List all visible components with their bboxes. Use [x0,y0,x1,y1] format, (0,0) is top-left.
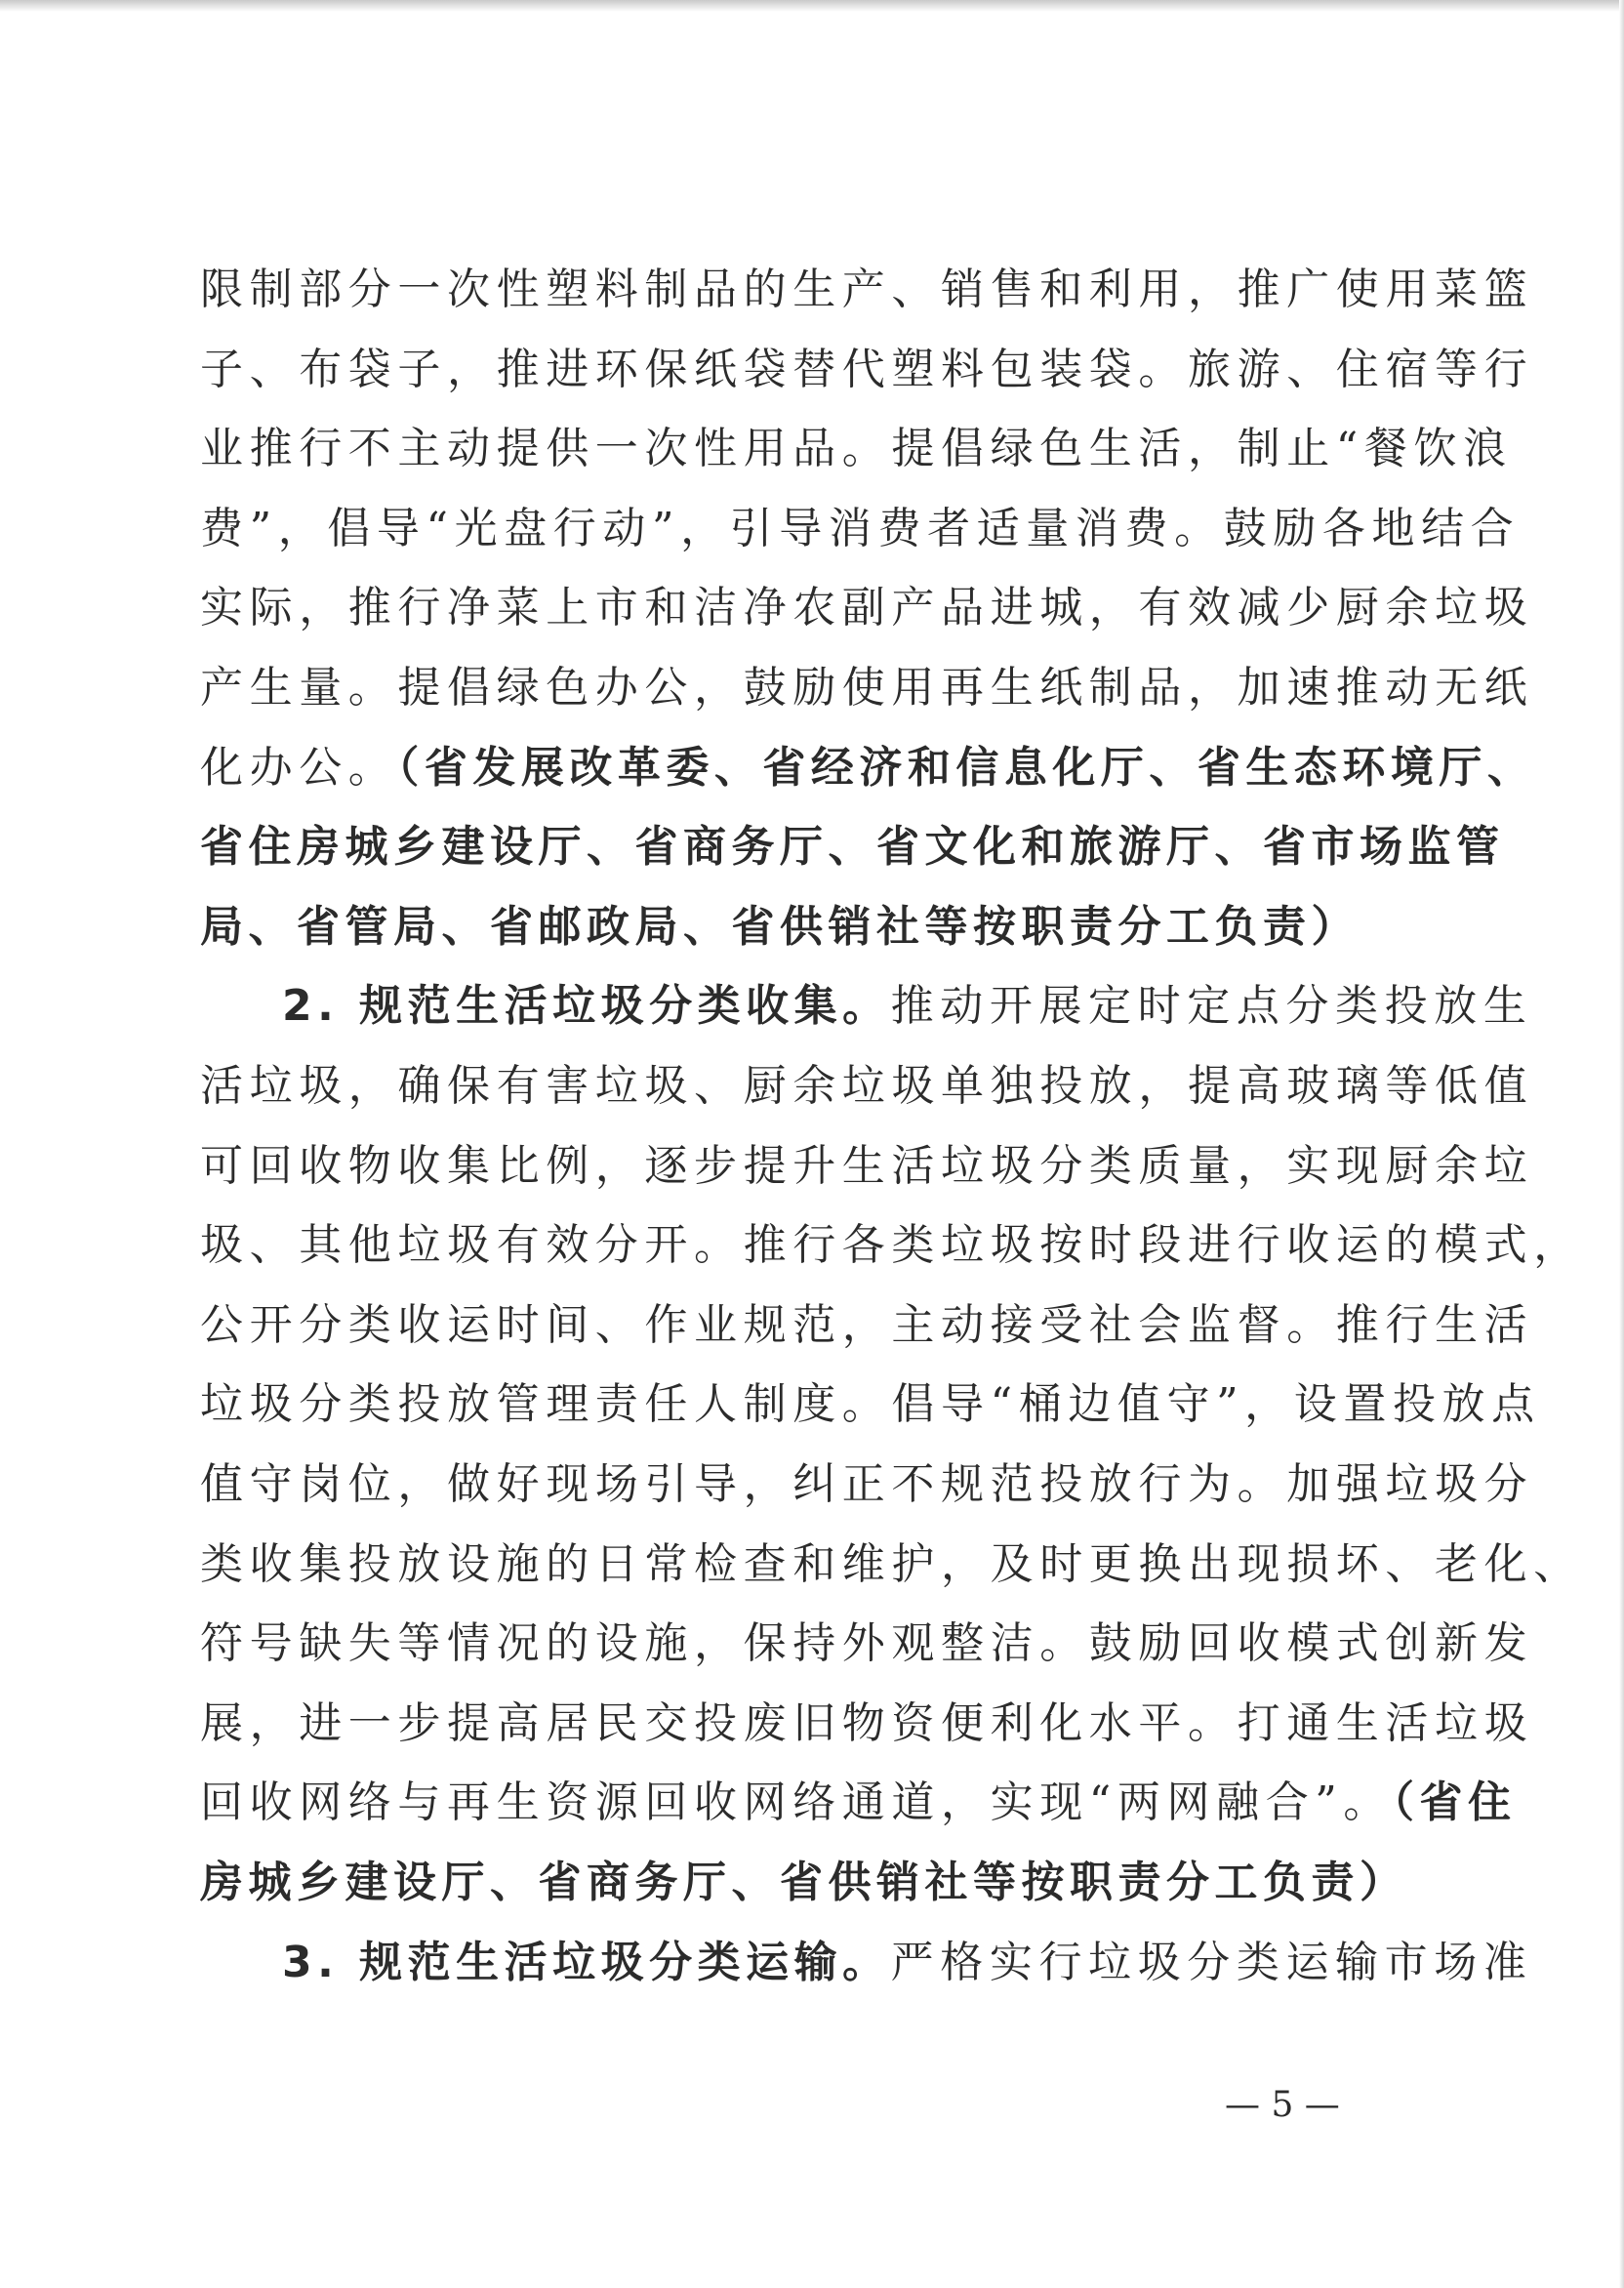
text-line [200,740,1535,797]
text-line [282,978,1532,1035]
text-line [200,1615,1533,1672]
text-line [200,580,1533,636]
text-line [200,501,1520,557]
line-text: 限制部分一次性塑料制品的生产、销售和利用，推广使用菜篮 [200,265,1534,314]
text-line [200,1775,1517,1831]
responsible-departments: 房城乡建设厅、省商务厅、省供销社等按职责分工负责） [200,1858,1408,1907]
line-text: 垃圾分类投放管理责任人制度。倡导“桶边值守”，设置投放点 [200,1379,1541,1430]
section-heading: 2. 规范生活垃圾分类收集。 [282,981,891,1032]
text-line [200,1217,1583,1274]
text-line [200,899,1360,956]
line-text: 展，进一步提高居民交投废旧物资便利化水平。打通生活垃圾 [200,1697,1534,1748]
line-text: 子、布袋子，推进环保纸袋替代塑料包装袋。旅游、住宿等行 [200,344,1534,394]
line-text: 回收网络与再生资源回收网络通道，实现“两网融合”。 [200,1777,1393,1828]
line-text: 值守岗位，做好现场引导，纠正不规范投放行为。加强垃圾分 [200,1459,1534,1509]
text-line [200,421,1513,477]
text-line [200,1138,1533,1195]
responsible-departments: （省发展改革委、省经济和信息化厅、省生态环境厅、 [397,742,1536,793]
line-text: 活垃圾，确保有害垃圾、厨余垃圾单独投放，提高玻璃等低值 [200,1061,1534,1111]
line-text: 可回收物收集比例，逐步提升生活垃圾分类质量，实现厨余垃 [200,1140,1534,1191]
text-line [200,1456,1533,1513]
line-text: 化办公。 [200,742,398,793]
line-text: 严格实行垃圾分类运输市场准 [890,1937,1533,1987]
line-text: 费”，倡导“光盘行动”，引导消费者适量消费。鼓励各地结合 [200,503,1521,553]
text-line [200,1855,1408,1911]
line-text: 推动开展定时定点分类投放生 [890,981,1533,1032]
line-text: 业推行不主动提供一次性用品。提倡绿色生活，制止“餐饮浪 [200,424,1513,474]
text-line [200,1696,1533,1752]
line-text: 类收集投放设施的日常检查和维护，及时更换出现损坏、老化、 [200,1538,1583,1589]
text-line [200,1536,1583,1593]
scan-top-edge [0,0,1624,12]
text-line [200,660,1533,716]
section-heading: 3. 规范生活垃圾分类运输。 [282,1937,891,1987]
responsible-departments: 局、省管局、省邮政局、省供销社等按职责分工负责） [200,901,1360,952]
line-text: 公开分类收运时间、作业规范，主动接受社会监督。推行生活 [200,1299,1534,1350]
text-line [200,262,1533,318]
scan-right-edge [1619,0,1624,2288]
text-line [200,1376,1541,1433]
responsible-departments: （省住 [1393,1777,1517,1828]
line-text: 圾、其他垃圾有效分开。推行各类垃圾按时段进行收运的模式， [200,1220,1583,1271]
page-number: — 5 — [1225,2085,1340,2125]
text-line [282,1935,1532,1991]
line-text: 实际，推行净菜上市和洁净农副产品进城，有效减少厨余垃圾 [200,583,1534,633]
text-line [200,1058,1533,1115]
line-text: 产生量。提倡绿色办公，鼓励使用再生纸制品，加速推动无纸 [200,663,1534,713]
responsible-departments: 省住房城乡建设厅、省商务厅、省文化和旅游厅、省市场监管 [200,822,1505,873]
text-line [200,1297,1533,1354]
text-line [200,342,1533,398]
text-line [200,819,1505,876]
line-text: 符号缺失等情况的设施，保持外观整洁。鼓励回收模式创新发 [200,1618,1534,1669]
